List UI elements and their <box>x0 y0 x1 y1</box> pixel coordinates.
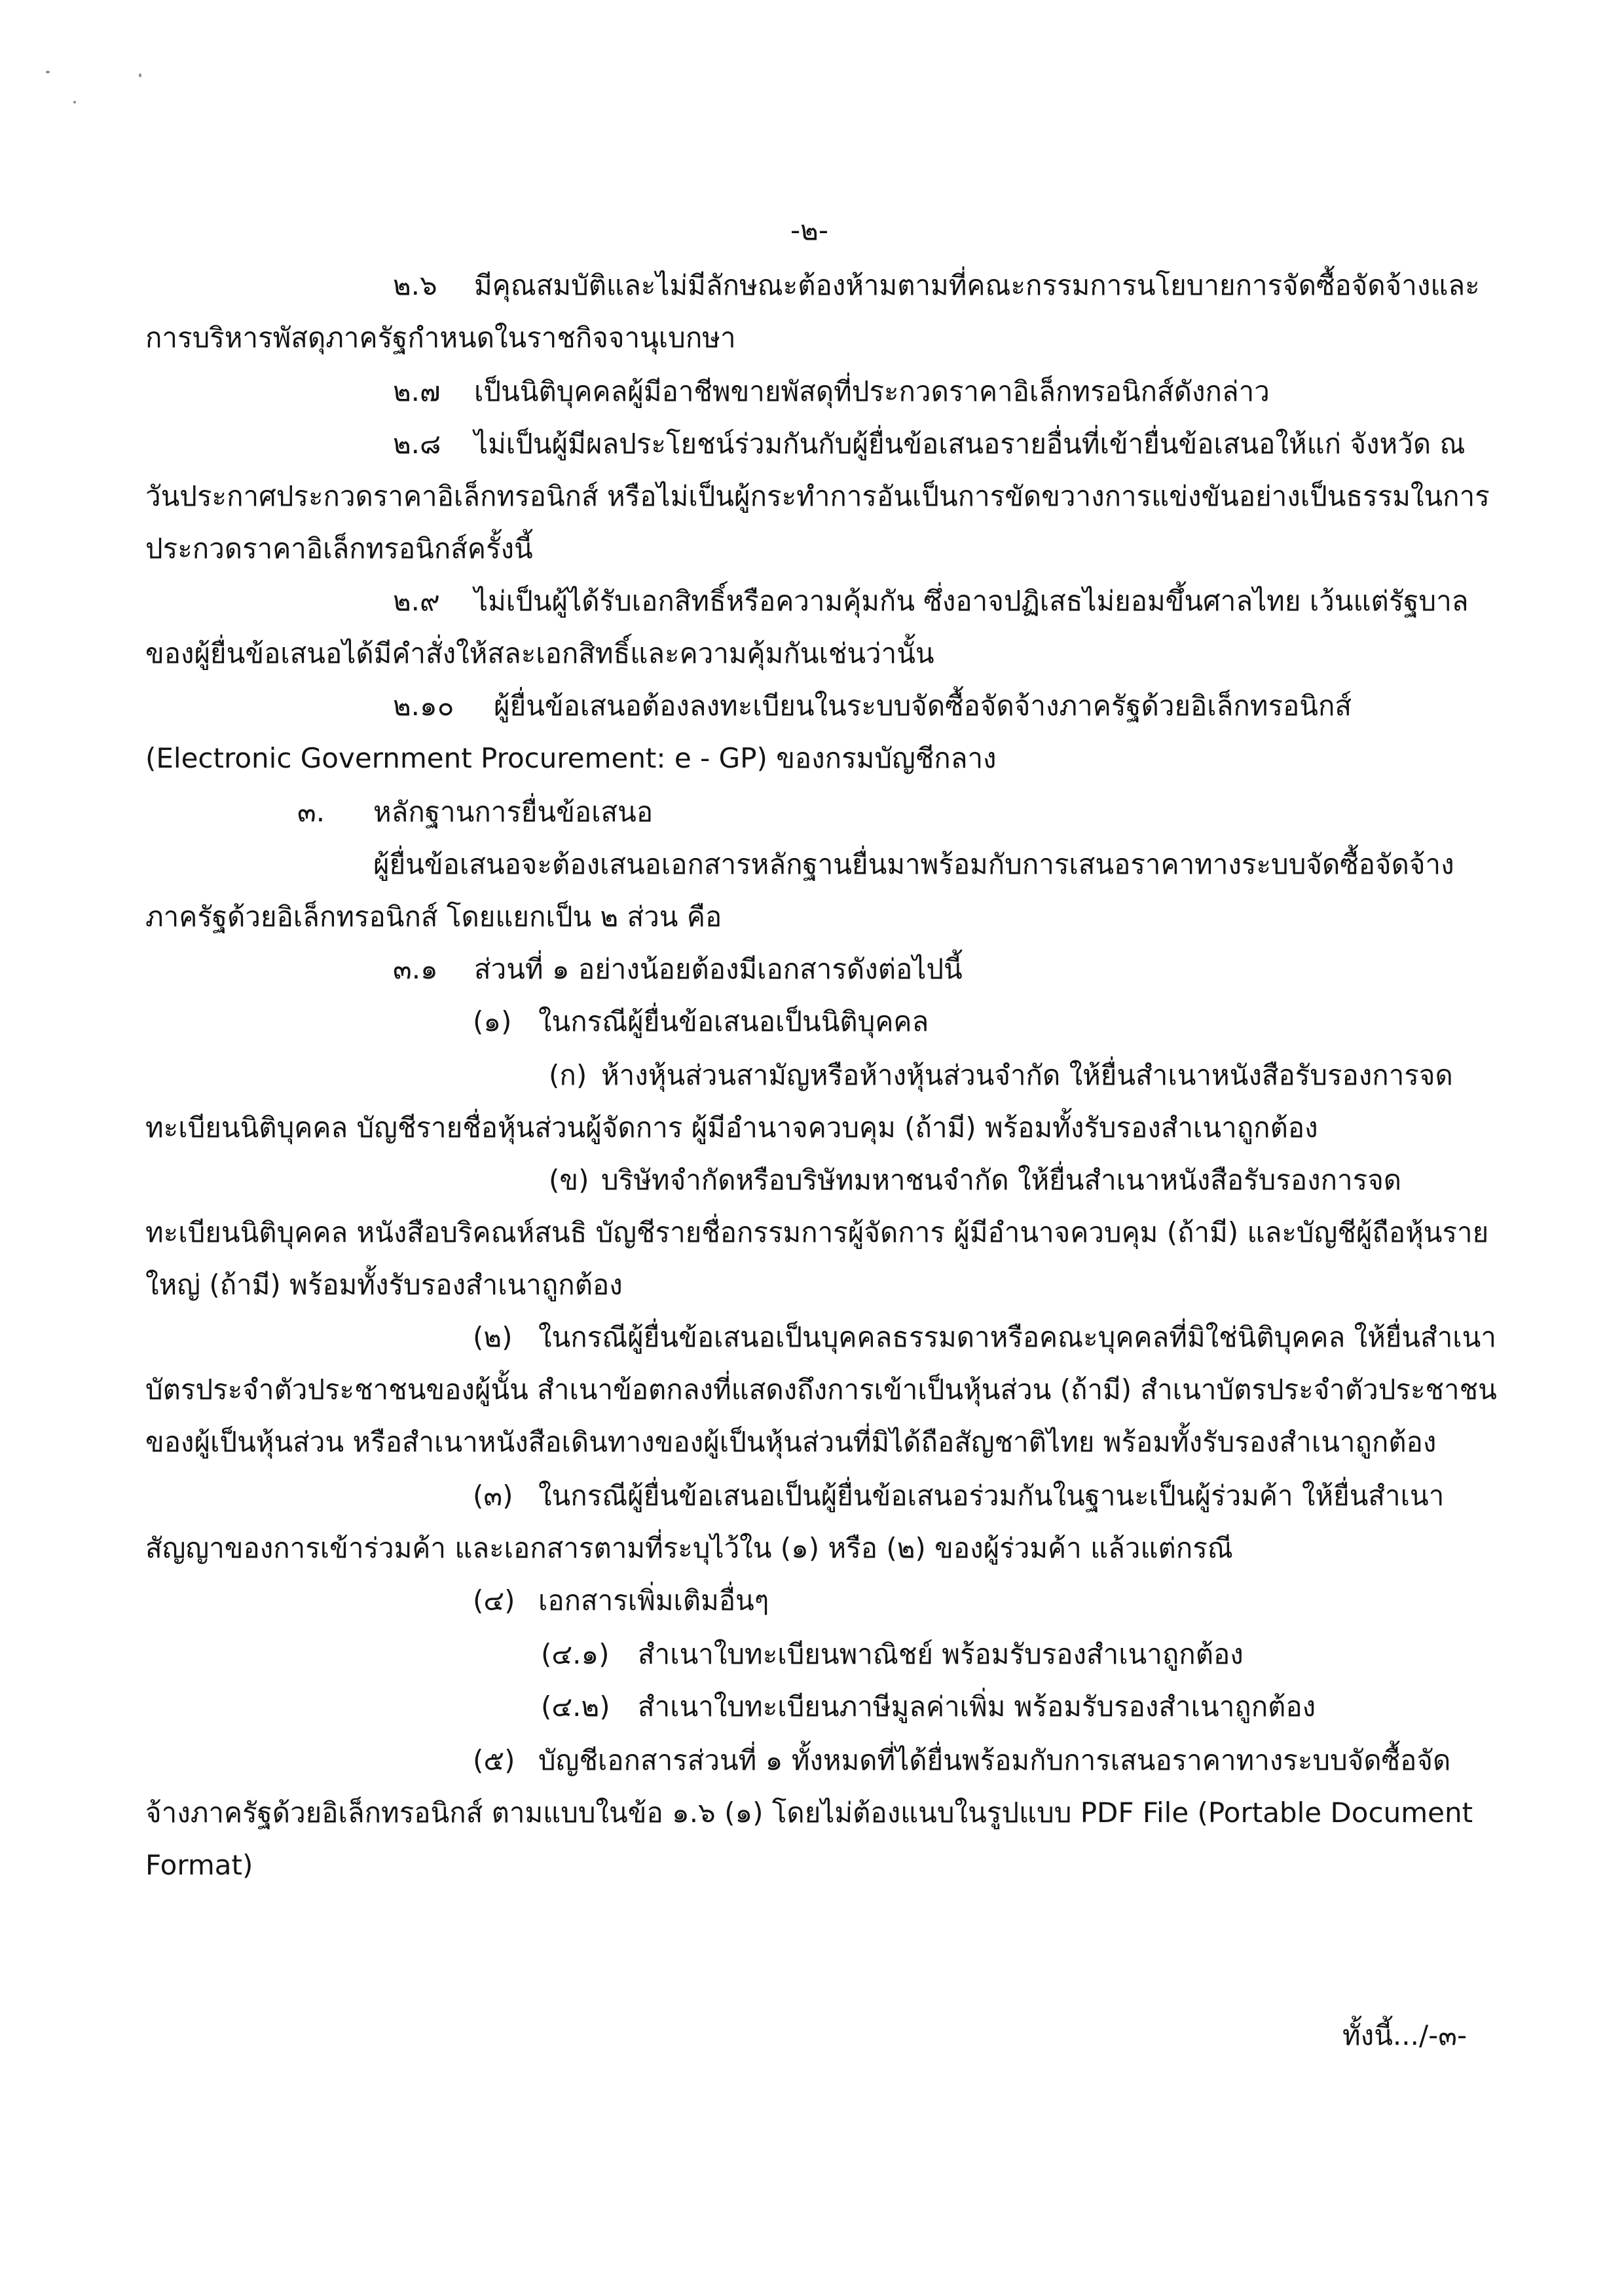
paragraph-b <box>549 1161 1401 1200</box>
paragraph-text: เอกสารเพิ่มเติมอื่นๆ <box>538 1584 769 1616</box>
item-text: เป็นนิติบุคคลผู้มีอาชีพขายพัสดุที่ประกวดราคาอิเล็กทรอนิกส์ดังกล่าว <box>474 375 1270 407</box>
paragraph-2-cont: บัตรประจำตัวประชาชนของผู้นั้น สำเนาข้อตกลงที่แสดงถึงการเข้าเป็นหุ้นส่วน (ถ้ามี) สำเนาบัตรประจำตัวประชาชน <box>145 1373 1497 1406</box>
paragraph-5 <box>473 1741 1450 1780</box>
item-2-8-cont: ประกวดราคาอิเล็กทรอนิกส์ครั้งนี้ <box>145 532 533 565</box>
item-text: ไม่เป็นผู้มีผลประโยชน์ร่วมกันกับผู้ยื่นข้อเสนอรายอื่นที่เข้ายื่นข้อเสนอให้แก่ จังหวัด ณ <box>474 428 1466 460</box>
paragraph-4 <box>473 1581 769 1620</box>
item-number: ๒.๙ <box>393 585 440 617</box>
paragraph-text: สำเนาใบทะเบียนภาษีมูลค่าเพิ่ม พร้อมรับรองสำเนาถูกต้อง <box>638 1690 1316 1723</box>
item-2-6-cont: การบริหารพัสดุภาครัฐกำหนดในราชกิจจานุเบกษา <box>145 322 736 354</box>
paragraph-number: (๔.๒) <box>541 1690 610 1723</box>
paragraph-text: ห้างหุ้นส่วนสามัญหรือห้างหุ้นส่วนจำกัด ให้ยื่นสำเนาหนังสือรับรองการจด <box>601 1059 1453 1091</box>
paragraph-b-cont: ใหญ่ (ถ้ามี) พร้อมทั้งรับรองสำเนาถูกต้อง <box>145 1269 623 1301</box>
paragraph-text: บัญชีเอกสารส่วนที่ ๑ ทั้งหมดที่ได้ยื่นพร้อมกับการเสนอราคาทางระบบจัดซื้อจัด <box>538 1744 1451 1776</box>
paragraph-text: บริษัทจำกัดหรือบริษัทมหาชนจำกัด ให้ยื่นสำเนาหนังสือรับรองการจด <box>601 1164 1402 1196</box>
item-2-10 <box>393 686 1352 726</box>
scan-speck <box>46 71 50 73</box>
paragraph-2 <box>473 1318 1496 1357</box>
paragraph-number: (๒) <box>473 1321 513 1353</box>
item-2-9-cont: ของผู้ยื่นข้อเสนอได้มีคำสั่งให้สละเอกสิทธิ์และความคุ้มกันเช่นว่านั้น <box>145 637 934 669</box>
paragraph-text: ในกรณีผู้ยื่นข้อเสนอเป็นบุคคลธรรมดาหรือคณะบุคคลที่มิใช่นิติบุคคล ให้ยื่นสำเนา <box>538 1321 1496 1353</box>
section-3-heading <box>297 793 653 832</box>
paragraph-3 <box>473 1476 1444 1516</box>
page-number: -๒- <box>790 214 828 246</box>
item-number: ๒.๖ <box>393 269 437 301</box>
paragraph-4-2 <box>541 1687 1316 1726</box>
section-3-intro: ผู้ยื่นข้อเสนอจะต้องเสนอเอกสารหลักฐานยื่นมาพร้อมกับการเสนอราคาทางระบบจัดซื้อจัดจ้าง <box>373 848 1454 880</box>
paragraph-a <box>549 1056 1453 1095</box>
paragraph-text: ในกรณีผู้ยื่นข้อเสนอเป็นผู้ยื่นข้อเสนอร่วมกันในฐานะเป็นผู้ร่วมค้า ให้ยื่นสำเนา <box>538 1480 1445 1512</box>
paragraph-1 <box>473 1002 929 1041</box>
item-2-9 <box>393 582 1469 621</box>
item-number: ๒.๗ <box>393 375 441 407</box>
item-text: ไม่เป็นผู้ได้รับเอกสิทธิ์หรือความคุ้มกัน ซึ่งอาจปฏิเสธไม่ยอมขึ้นศาลไทย เว้นแต่รัฐบาล <box>474 585 1469 617</box>
scan-speck <box>139 73 141 77</box>
paragraph-a-cont: ทะเบียนนิติบุคคล บัญชีรายชื่อหุ้นส่วนผู้จัดการ ผู้มีอำนาจควบคุม (ถ้ามี) พร้อมทั้งรับรองสำเนาถูกต้อง <box>145 1111 1318 1144</box>
item-text: ผู้ยื่นข้อเสนอต้องลงทะเบียนในระบบจัดซื้อจัดจ้างภาครัฐด้วยอิเล็กทรอนิกส์ <box>494 690 1352 722</box>
item-2-7 <box>393 372 1270 411</box>
item-2-8-cont: วันประกาศประกวดราคาอิเล็กทรอนิกส์ หรือไม่เป็นผู้กระทำการอันเป็นการขัดขวางการแข่งขันอย่างเป็นธรรมในการ <box>145 480 1490 512</box>
item-text: มีคุณสมบัติและไม่มีลักษณะต้องห้ามตามที่คณะกรรมการนโยบายการจัดซื้อจัดจ้างและ <box>474 269 1480 301</box>
paragraph-number: (๕) <box>473 1744 515 1776</box>
item-2-8 <box>393 424 1465 464</box>
item-3-1 <box>393 950 963 989</box>
paragraph-number: (๓) <box>473 1480 513 1512</box>
paragraph-number: (๑) <box>473 1005 512 1037</box>
paragraph-3-cont: สัญญาของการเข้าร่วมค้า และเอกสารตามที่ระบุไว้ใน (๑) หรือ (๒) ของผู้ร่วมค้า แล้วแต่กรณี <box>145 1532 1233 1564</box>
item-number: ๓.๑ <box>393 953 438 985</box>
paragraph-number: (๔.๑) <box>541 1638 610 1670</box>
item-2-10-cont: (Electronic Government Procurement: e - GP) ของกรมบัญชีกลาง <box>145 742 997 774</box>
paragraph-number: (ก) <box>549 1059 587 1091</box>
item-number: ๒.๑๐ <box>393 690 454 722</box>
page-continuation: ทั้งนี้.../-๓- <box>1342 2019 1467 2051</box>
paragraph-number: (ข) <box>549 1164 589 1196</box>
item-number: ๒.๘ <box>393 428 441 460</box>
paragraph-text: ในกรณีผู้ยื่นข้อเสนอเป็นนิติบุคคล <box>538 1005 929 1037</box>
paragraph-number: (๔) <box>473 1584 515 1616</box>
section-number: ๓. <box>297 796 325 828</box>
paragraph-4-1 <box>541 1635 1244 1674</box>
item-text: ส่วนที่ ๑ อย่างน้อยต้องมีเอกสารดังต่อไปนี้ <box>474 953 963 985</box>
paragraph-5-cont: Format) <box>145 1849 253 1881</box>
section-title: หลักฐานการยื่นข้อเสนอ <box>373 796 654 828</box>
paragraph-text: สำเนาใบทะเบียนพาณิชย์ พร้อมรับรองสำเนาถูกต้อง <box>638 1638 1244 1670</box>
section-3-intro-cont: ภาครัฐด้วยอิเล็กทรอนิกส์ โดยแยกเป็น ๒ ส่วน คือ <box>145 901 722 933</box>
scan-speck <box>73 101 76 103</box>
paragraph-b-cont: ทะเบียนนิติบุคคล หนังสือบริคณห์สนธิ บัญชีรายชื่อกรรมการผู้จัดการ ผู้มีอำนาจควบคุม (ถ้ามี) และบัญชีผู้ถือหุ้นราย <box>145 1216 1489 1248</box>
paragraph-2-cont: ของผู้เป็นหุ้นส่วน หรือสำเนาหนังสือเดินทางของผู้เป็นหุ้นส่วนที่มิได้ถือสัญชาติไทย พร้อมทั้งรับรองสำเนาถูกต้อง <box>145 1426 1437 1458</box>
paragraph-5-cont: จ้างภาครัฐด้วยอิเล็กทรอนิกส์ ตามแบบในข้อ ๑.๖ (๑) โดยไม่ต้องแนบในรูปแบบ PDF File (Portable Document <box>145 1797 1473 1829</box>
item-2-6 <box>393 266 1480 305</box>
